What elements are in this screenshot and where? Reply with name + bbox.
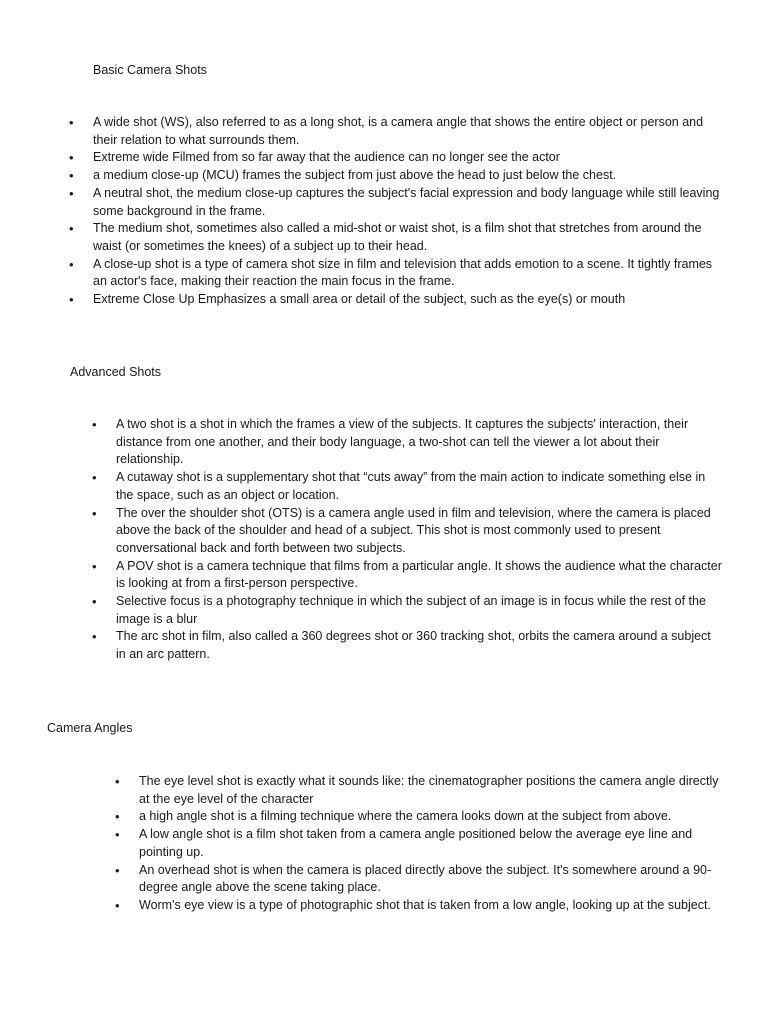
list-item: • a medium close-up (MCU) frames the subject from just above the head to just below the chest.	[93, 167, 721, 185]
list-item: • Extreme wide Filmed from so far away that the audience can no longer see the actor	[93, 149, 721, 167]
list-item: • An overhead shot is when the camera is placed directly above the subject. It's somewhere around a 90-degree angle above the scene taking place.	[139, 862, 729, 897]
section-title-advanced-shots: Advanced Shots	[70, 365, 162, 379]
list-item: • Worm's eye view is a type of photographic shot that is taken from a low angle, looking up at the subject.	[139, 897, 729, 915]
list-item: • A wide shot (WS), also referred to as a long shot, is a camera angle that shows the entire object or person and their relation to what surrounds them.	[93, 114, 721, 149]
list-item: • The eye level shot is exactly what it sounds like: the cinematographer positions the camera angle directly at the eye level of the character	[139, 773, 729, 808]
list-item: • A POV shot is a camera technique that films from a particular angle. It shows the audience what the character is looking at from a first-person perspective.	[116, 558, 722, 593]
list-item: • The medium shot, sometimes also called a mid-shot or waist shot, is a film shot that stretches from around the waist (or sometimes the knees) of a subject up to their head.	[93, 220, 721, 255]
list-item: • The over the shoulder shot (OTS) is a camera angle used in film and television, where the camera is placed above the back of the shoulder and head of a subject. This shot is most commonly used to present conversational back and forth between two subjects.	[116, 505, 722, 558]
advanced-shots-list	[116, 416, 722, 664]
list-item: • A low angle shot is a film shot taken from a camera angle positioned below the average eye line and pointing up.	[139, 826, 729, 861]
list-item: • a high angle shot is a filming technique where the camera looks down at the subject from above.	[139, 808, 729, 826]
list-item: • A neutral shot, the medium close-up captures the subject's facial expression and body language while still leaving some background in the frame.	[93, 185, 721, 220]
list-item: • The arc shot in film, also called a 360 degrees shot or 360 tracking shot, orbits the camera around a subject in an arc pattern.	[116, 628, 722, 663]
list-item: • Selective focus is a photography technique in which the subject of an image is in focus while the rest of the image is a blur	[116, 593, 722, 628]
basic-camera-shots-list	[93, 114, 721, 309]
section-title-basic-camera-shots: Basic Camera Shots	[93, 63, 207, 77]
camera-angles-list	[139, 773, 729, 915]
section-title-camera-angles: Camera Angles	[47, 721, 133, 735]
list-item: • A close-up shot is a type of camera shot size in film and television that adds emotion to a scene. It tightly frames an actor's face, making their reaction the main focus in the frame.	[93, 256, 721, 291]
list-item: • A cutaway shot is a supplementary shot that “cuts away” from the main action to indicate something else in the space, such as an object or location.	[116, 469, 722, 504]
list-item: • Extreme Close Up Emphasizes a small area or detail of the subject, such as the eye(s) or mouth	[93, 291, 721, 309]
list-item: • A two shot is a shot in which the frames a view of the subjects. It captures the subjects' interaction, their distance from one another, and their body language, a two-shot can tell the viewer a lot about their relationship.	[116, 416, 722, 469]
